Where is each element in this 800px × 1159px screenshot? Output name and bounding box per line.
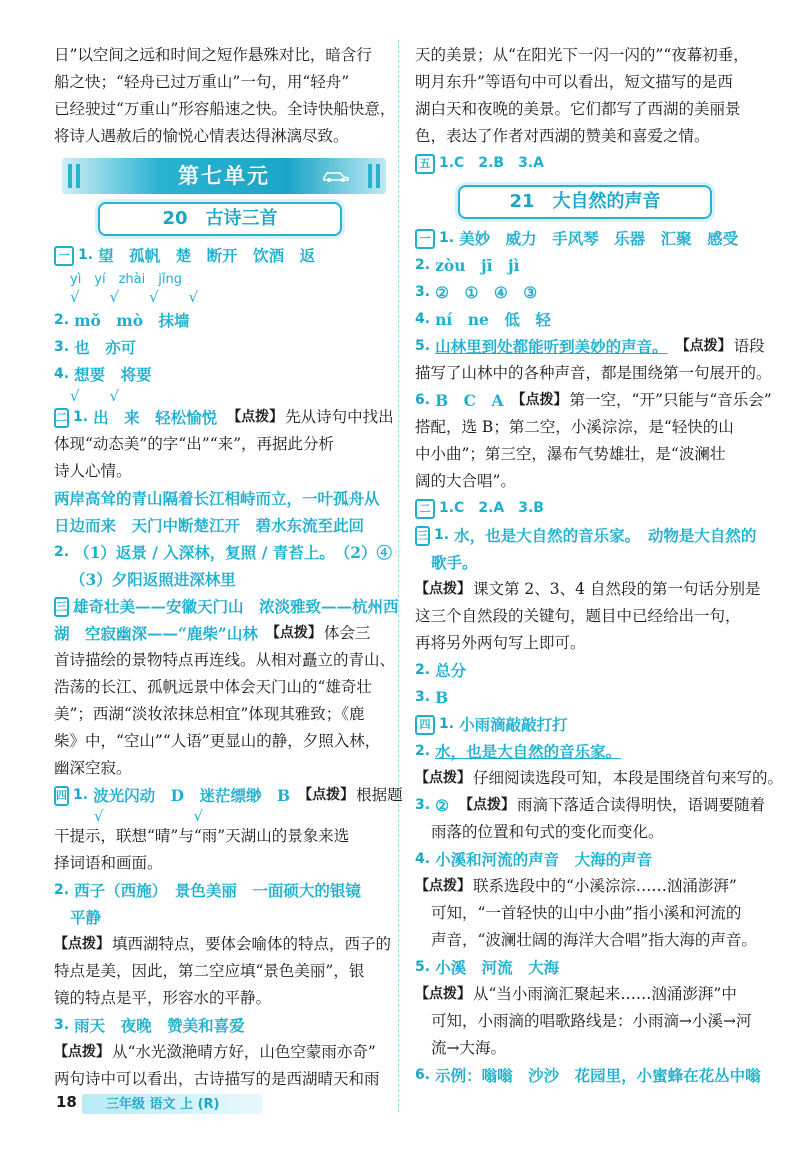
check-icon: √ √ xyxy=(70,387,120,405)
answer-row xyxy=(54,1039,386,1066)
answer-text: ② xyxy=(435,796,449,815)
answer-text: 出 来 轻松愉悦 xyxy=(93,408,218,427)
section-mark: 二 xyxy=(54,408,69,428)
left-column xyxy=(54,42,403,1093)
question-number: 2. xyxy=(54,882,70,898)
text-line: 再将另外两句写上即可。 xyxy=(415,634,586,652)
question-number: 1. xyxy=(73,787,89,803)
answer-text: ní ne 低 轻 xyxy=(435,310,551,329)
answer-line: 歌手。 xyxy=(431,553,478,572)
text-line: 镜的特点是平，形容水的平静。 xyxy=(54,989,272,1007)
text-line: 体现“动态美”的字“出”“来”，再据此分析 xyxy=(54,435,335,453)
question-number: 2. xyxy=(415,257,431,273)
text-line: 特点是美，因此，第二空应填“景色美丽”，银 xyxy=(54,962,365,980)
question-number: 4. xyxy=(415,311,431,327)
tip-text: 从“水光潋滟晴方好，山色空蒙雨亦奇” xyxy=(112,1043,376,1061)
section-mark: 五 xyxy=(415,154,435,174)
text-line: 浩荡的长江、孤帆远景中体会天门山的“雄奇壮 xyxy=(54,678,372,696)
text-line: 幽深空寂。 xyxy=(54,759,132,777)
text-line: 声音，“波澜壮阔的海洋大合唱”指大海的声音。 xyxy=(431,931,757,949)
answer-row xyxy=(415,1062,761,1089)
question-number: 3. xyxy=(415,689,431,705)
answer-text: 水，也是大自然的音乐家。 动物是大自然的 xyxy=(454,526,757,545)
answer-row xyxy=(415,306,755,333)
answer-row xyxy=(415,954,755,981)
question-number: 5. xyxy=(415,959,431,975)
lesson-title: 21 大自然的声音 xyxy=(458,185,712,219)
answer-row xyxy=(415,522,755,549)
answer-row xyxy=(415,873,755,900)
check-icon: √ √ √ √ xyxy=(70,288,199,306)
answer-text: 也 亦可 xyxy=(74,338,137,357)
tip-text: 第一空，“开”只能与“音乐会” xyxy=(569,391,772,409)
tip-label: 【点拨】 xyxy=(415,878,471,894)
text-line: 可知，小雨滴的唱歌路线是：小雨滴→小溪→河 xyxy=(431,1012,752,1030)
tip-label: 【点拨】 xyxy=(54,1044,110,1060)
answer-row xyxy=(415,684,755,711)
question-number: 4. xyxy=(54,366,70,382)
tip-label: 【点拨】 xyxy=(298,787,355,803)
section-mark: 二 xyxy=(415,499,435,519)
tip-label: 【点拨】 xyxy=(415,770,471,786)
answer-row xyxy=(415,150,755,177)
answer-text: （1）返景 / 入深林，复照 / 青苔上。 （2）④ xyxy=(74,543,393,562)
text-line: 柴》中，“空山”“人语”更显山的静，夕照入林， xyxy=(54,732,381,750)
answer-text: 小溪和河流的声音 大海的声音 xyxy=(435,850,653,869)
answer-text: 美妙 威力 手风琴 乐器 汇聚 感受 xyxy=(459,229,739,248)
question-number: 5. xyxy=(415,338,431,354)
answer-text: 总分 xyxy=(435,661,467,680)
answer-row xyxy=(415,333,765,360)
answer-text: 1.C 2.A 3.B xyxy=(439,500,544,516)
answer-text: 雨天 夜晚 赞美和喜爱 xyxy=(74,1016,245,1035)
check-line xyxy=(54,287,386,307)
text-line: 船之快；“轻舟已过万重山”一句，用“轻舟” xyxy=(54,73,350,91)
text-line: 美”；西湖“淡妆浓抹总相宜”体现其雅致；《鹿 xyxy=(54,705,365,723)
answer-row xyxy=(54,242,386,269)
tip-label: 【点拨】 xyxy=(675,338,732,354)
answer-row xyxy=(415,225,755,252)
car-icon xyxy=(322,169,350,183)
answer-text: 小溪 河流 大海 xyxy=(435,958,560,977)
answer-row xyxy=(415,279,755,306)
answer-row xyxy=(54,404,394,431)
question-number: 2. xyxy=(415,743,431,759)
answer-row xyxy=(54,361,386,388)
question-number: 3. xyxy=(54,1017,70,1033)
tip-text: 语段 xyxy=(733,337,765,355)
tip-text: 根据题 xyxy=(356,786,403,804)
answer-row xyxy=(415,846,755,873)
tip-label: 【点拨】 xyxy=(415,986,471,1002)
text-line: 干提示，联想“晴”与“雨”天湖山的景象来选 xyxy=(54,827,350,845)
tip-label: 【点拨】 xyxy=(415,581,471,597)
text-line: 将诗人遇赦后的愉悦心情表达得淋漓尽致。 xyxy=(54,127,349,145)
answer-text: B C A xyxy=(435,391,504,410)
text-line: 流→大海。 xyxy=(431,1039,506,1057)
question-number: 1. xyxy=(73,409,89,425)
text-line: 择词语和画面。 xyxy=(54,854,163,872)
text-line: 首诗描绘的景物特点再连线。从相对矗立的青山、 xyxy=(54,651,396,669)
answer-text: 望 孤帆 楚 断开 饮酒 返 xyxy=(98,246,316,265)
question-number: 2. xyxy=(54,312,70,328)
text-line: 阔的大合唱”。 xyxy=(415,472,516,490)
text-line: 雨落的位置和句式的变化而变化。 xyxy=(431,823,664,841)
answer-row xyxy=(415,495,755,522)
check-icon: √ √ xyxy=(94,807,204,825)
text-line: 日”以空间之远和时间之短作悬殊对比，暗含行 xyxy=(54,46,372,64)
question-number: 1. xyxy=(78,247,94,263)
section-mark: 一 xyxy=(415,229,435,249)
answer-line: 日边而来 天门中断楚江开 碧水东流至此回 xyxy=(54,516,365,535)
pinyin-line: yì yí zhài jǐng xyxy=(70,272,182,287)
answer-row xyxy=(415,387,772,414)
text-line: 诗人心情。 xyxy=(54,462,132,480)
answer-text: 西子（西施） 景色美丽 一面硕大的银镜 xyxy=(74,881,361,900)
question-number: 1. xyxy=(439,230,455,246)
question-number: 4. xyxy=(415,851,431,867)
check-line xyxy=(54,388,386,404)
question-number: 3. xyxy=(415,797,431,813)
answer-text: mǒ mò 抹墙 xyxy=(74,311,190,330)
page-number: 18 xyxy=(56,1093,77,1111)
footer-text: 三年级 语文 上 (R) xyxy=(106,1097,220,1112)
text-line: 中小曲”；第三空，瀑布气势雄壮，是“波澜壮 xyxy=(415,445,726,463)
answer-text: 湖 空寂幽深——“鹿柴”山林 xyxy=(54,624,258,643)
tip-text: 填西湖特点，要体会喻体的特点，西子的 xyxy=(112,935,392,953)
answer-text: 小雨滴敲敲打打 xyxy=(459,715,568,734)
text-line: 湖白天和夜晚的美景。它们都写了西湖的美丽景 xyxy=(415,100,741,118)
answer-row xyxy=(54,620,386,647)
answer-row xyxy=(415,765,784,792)
lesson-title: 20 古诗三首 xyxy=(98,202,342,236)
answer-text: 示例：嗡嗡 沙沙 花园里，小蜜蜂在花丛中嗡 xyxy=(435,1066,761,1085)
text-line: 描写了山林中的各种声音，都是围绕第一句展开的。 xyxy=(415,364,772,382)
unit-title: 第七单元 xyxy=(178,164,270,188)
text-line: 两句诗中可以看出，古诗描写的是西湖晴天和雨 xyxy=(54,1070,380,1088)
text-line: 明月东升”等语句中可以看出，短文描写的是西 xyxy=(415,73,733,91)
answer-line: 平静 xyxy=(70,908,102,927)
tip-text: 仔细阅读选段可知，本段是围绕首句来写的。 xyxy=(473,769,784,787)
tip-text: 课文第 2、3、4 自然段的第一句话分别是 xyxy=(473,580,761,598)
answer-row xyxy=(415,981,755,1008)
text-line: 已经驶过“万重山”形容船速之快。全诗快船快意， xyxy=(54,100,396,118)
question-number: 2. xyxy=(415,662,431,678)
tip-text: 先从诗句中找出 xyxy=(285,408,394,426)
answer-row xyxy=(415,252,755,279)
section-mark: 四 xyxy=(54,786,69,806)
answer-line: （3）夕阳返照进深林里 xyxy=(70,570,236,589)
section-mark: 一 xyxy=(54,246,74,266)
question-number: 3. xyxy=(415,284,431,300)
section-mark: 四 xyxy=(415,715,435,735)
answer-row xyxy=(415,711,755,738)
page-footer xyxy=(56,1090,266,1116)
answer-text: zòu jī jì xyxy=(435,256,520,275)
text-line: 色，表达了作者对西湖的赞美和喜爱之情。 xyxy=(415,127,710,145)
tip-text: 从“当小雨滴汇聚起来……汹涌澎湃”中 xyxy=(473,985,737,1003)
answer-text: 山林里到处都能听到美妙的声音。 xyxy=(435,337,668,356)
answer-row xyxy=(54,539,393,566)
answer-row xyxy=(415,738,755,765)
answer-row xyxy=(54,782,403,809)
answer-row xyxy=(54,877,386,904)
answer-text: 雄奇壮美——安徽天门山 浓淡雅致——杭州西 xyxy=(73,597,399,616)
section-mark: 三 xyxy=(54,597,69,617)
question-number: 6. xyxy=(415,392,431,408)
section-mark: 三 xyxy=(415,526,430,546)
question-number: 1. xyxy=(439,716,455,732)
tip-label: 【点拨】 xyxy=(458,797,515,813)
answer-line: 两岸高耸的青山隔着长江相峙而立，一叶孤舟从 xyxy=(54,489,380,508)
tip-text: 雨滴下落适合读得明快，语调要随着 xyxy=(516,796,765,814)
question-number: 1. xyxy=(434,527,450,543)
text-line: 可知，“一首轻快的山中小曲”指小溪和河流的 xyxy=(431,904,742,922)
column-divider xyxy=(398,40,399,1112)
answer-row xyxy=(54,1012,386,1039)
answer-text: 水，也是大自然的音乐家。 xyxy=(435,742,622,761)
question-number: 2. xyxy=(54,544,70,560)
text-line: 天的美景；从“在阳光下一闪一闪的”“夜幕初垂， xyxy=(415,46,749,64)
answer-row xyxy=(54,307,386,334)
question-number: 6. xyxy=(415,1067,431,1083)
unit-banner xyxy=(62,158,386,194)
answer-row xyxy=(54,334,386,361)
tip-text: 联系选段中的“小溪淙淙……汹涌澎湃” xyxy=(473,877,737,895)
answer-row xyxy=(415,657,755,684)
text-line: 这三个自然段的关键句，题目中已经给出一句， xyxy=(415,607,741,625)
right-column xyxy=(415,42,784,1089)
answer-row xyxy=(54,593,399,620)
tip-label: 【点拨】 xyxy=(511,392,568,408)
answer-row xyxy=(415,792,765,819)
answer-text: ② ① ④ ③ xyxy=(435,283,538,302)
answer-row xyxy=(54,931,392,958)
question-number: 3. xyxy=(54,339,70,355)
tip-text: 体会三 xyxy=(323,624,371,642)
check-line xyxy=(54,809,386,823)
tip-label: 【点拨】 xyxy=(54,936,110,952)
tip-label: 【点拨】 xyxy=(227,409,284,425)
text-line: 搭配，选 B；第二空，小溪淙淙，是“轻快的山 xyxy=(415,418,734,436)
answer-text: 想要 将要 xyxy=(74,365,152,384)
answer-row xyxy=(415,576,761,603)
answer-text: 1.C 2.B 3.A xyxy=(439,155,544,171)
answer-text: 波光闪动 D 迷茫缥缈 B xyxy=(93,786,291,805)
answer-text: B xyxy=(435,688,449,707)
tip-label: 【点拨】 xyxy=(265,625,322,641)
